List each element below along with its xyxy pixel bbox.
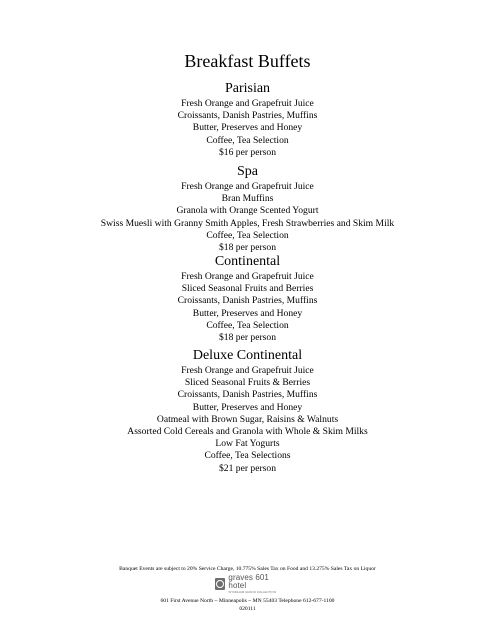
menu-item: Sliced Seasonal Fruits and Berries <box>181 283 314 295</box>
menu-item: Fresh Orange and Grapefruit Juice <box>181 365 314 376</box>
menu-item: Oatmeal with Brown Sugar, Raisins & Walnuts <box>156 413 339 425</box>
menu-item: Assorted Cold Cereals and Granola with Whole & Skim Milks <box>127 426 368 438</box>
menu-name: Parisian <box>224 81 271 96</box>
menu-price: $21 per person <box>218 462 276 474</box>
menu-item: Sliced Seasonal Fruits & Berries <box>184 377 311 389</box>
menu-item: Fresh Orange and Grapefruit Juice <box>181 98 314 109</box>
menu-item: Butter, Preserves and Honey <box>192 307 303 319</box>
hotel-logo-subtitle: WYNDHAM GRAND COLLECTION <box>228 590 276 594</box>
hotel-logo-icon <box>215 578 225 590</box>
service-charge-note: Banquet Events are subject to 20% Service Charge, 10.775% Sales Tax on Food and 13.275% Sales Tax on Liquor <box>119 566 376 572</box>
menu-item: Coffee, Tea Selection <box>206 229 289 241</box>
menu-item: Croissants, Danish Pastries, Muffins <box>177 295 318 307</box>
menu-price: $18 per person <box>218 242 276 254</box>
hotel-logo-name: graves 601 hotel <box>228 573 269 590</box>
menu-section-continental <box>0 254 495 344</box>
menu-name: Spa <box>237 164 258 179</box>
menu-item: Croissants, Danish Pastries, Muffins <box>177 110 318 122</box>
menu-item: Butter, Preserves and Honey <box>192 122 303 134</box>
menu-item: Butter, Preserves and Honey <box>192 401 303 413</box>
menu-item: Low Fat Yogurts <box>215 438 280 450</box>
menu-item: Bran Muffins <box>221 193 274 205</box>
hotel-logo <box>215 573 281 594</box>
menu-name: Deluxe Continental <box>192 348 303 363</box>
menu-item: Coffee, Tea Selection <box>206 319 289 331</box>
page-title: Breakfast Buffets <box>184 51 311 71</box>
menu-item: Swiss Muesli with Granny Smith Apples, Fresh Strawberries and Skim Milk <box>100 217 395 229</box>
menu-item: Croissants, Danish Pastries, Muffins <box>177 389 318 401</box>
menu-section-spa <box>0 164 495 254</box>
hotel-address: 601 First Avenue North ~ Minneapolis ~ MN 55403 Telephone 612-677-1100 <box>160 598 335 604</box>
menu-item: Granola with Orange Scented Yogurt <box>176 205 319 217</box>
document-code: 020111 <box>239 606 256 612</box>
menu-item: Fresh Orange and Grapefruit Juice <box>181 271 314 282</box>
menu-item: Coffee, Tea Selection <box>206 134 289 146</box>
menu-item: Fresh Orange and Grapefruit Juice <box>181 181 314 192</box>
menu-section-deluxe-continental <box>0 348 495 475</box>
menu-section-parisian <box>0 81 495 159</box>
menu-price: $16 per person <box>218 146 276 158</box>
menu-item: Coffee, Tea Selections <box>204 450 291 462</box>
menu-name: Continental <box>214 254 281 269</box>
menu-price: $18 per person <box>218 332 276 344</box>
